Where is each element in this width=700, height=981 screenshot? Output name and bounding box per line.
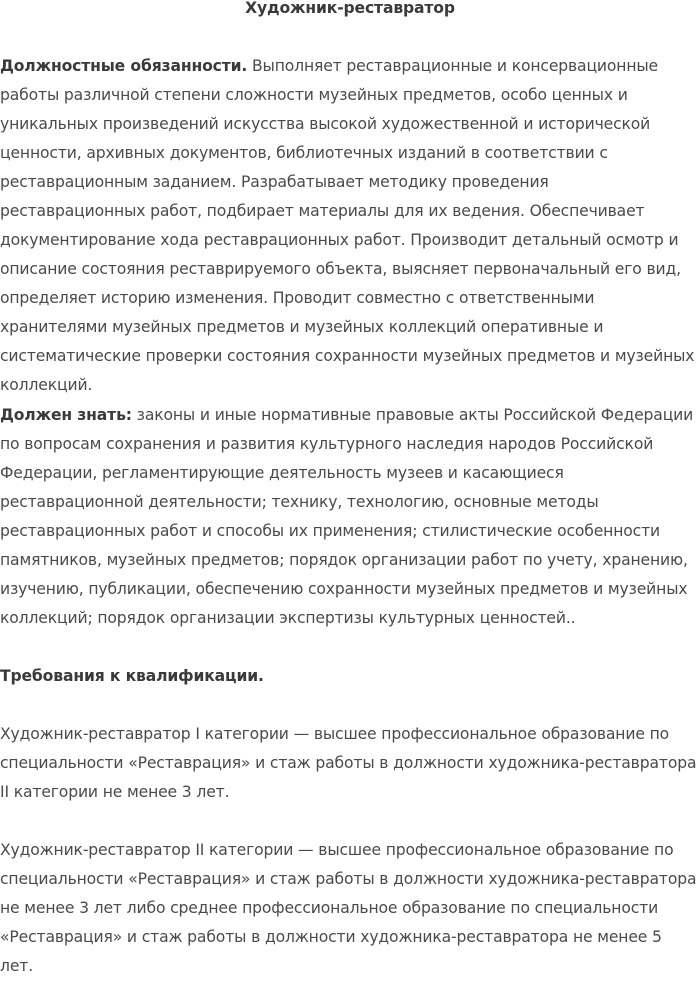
duties-paragraph — [0, 52, 697, 400]
duties-text: Выполняет реставрационные и консервационные работы различной степени сложности музейных предметов, особо ценных и уникальных произведений искусства высокой художественной и исторической ценности, архивных документов, библиотечных изданий в соответствии с реставрационным заданием. Разрабатывает методику проведения реставрационных работ, подбирает материалы для их ведения. Обеспечивает документирование хода реставрационных работ. Производит детальный осмотр и описание состояния реставрируемого объекта, выясняет первоначальный его вид, определяет историю изменения. Проводит совместно с ответственными хранителями музейных предметов и музейных коллекций оперативные и систематические проверки состояния сохранности музейных предметов и музейных коллекций. — [0, 57, 695, 394]
category-2-paragraph: Художник-реставратор II категории — высшее профессиональное образование по специальности «Реставрация» и стаж работы в должности художника-реставратора не менее 3 лет либо среднее профессиональное образование по специальности «Реставрация» и стаж работы в должности художника-реставратора не менее 5 лет. — [0, 841, 697, 975]
knowledge-text: законы и иные нормативные правовые акты Российской Федерации по вопросам сохранения и развития культурного наследия народов Российской Федерации, регламентирующие деятельность музеев и касающиеся реставрационной деятельности; технику, технологию, основные методы реставрационных работ и способы их применения; стилистические особенности памятников, музейных предметов; порядок организации работ по учету, хранению, изучению, публикации, обеспечению сохранности музейных предметов и музейных коллекций; порядок организации экспертизы культурных ценностей.. — [0, 406, 694, 627]
knowledge-heading: Должен знать: — [0, 406, 132, 424]
knowledge-paragraph — [0, 401, 697, 633]
duties-heading: Должностные обязанности. — [0, 57, 248, 75]
qualification-heading: Требования к квалификации. — [0, 667, 264, 685]
category-1-paragraph: Художник-реставратор I категории — высшее профессиональное образование по специальности «Реставрация» и стаж работы в должности художника-реставратора II категории не менее 3 лет. — [0, 725, 697, 801]
page-title: Художник-реставратор — [245, 0, 455, 17]
